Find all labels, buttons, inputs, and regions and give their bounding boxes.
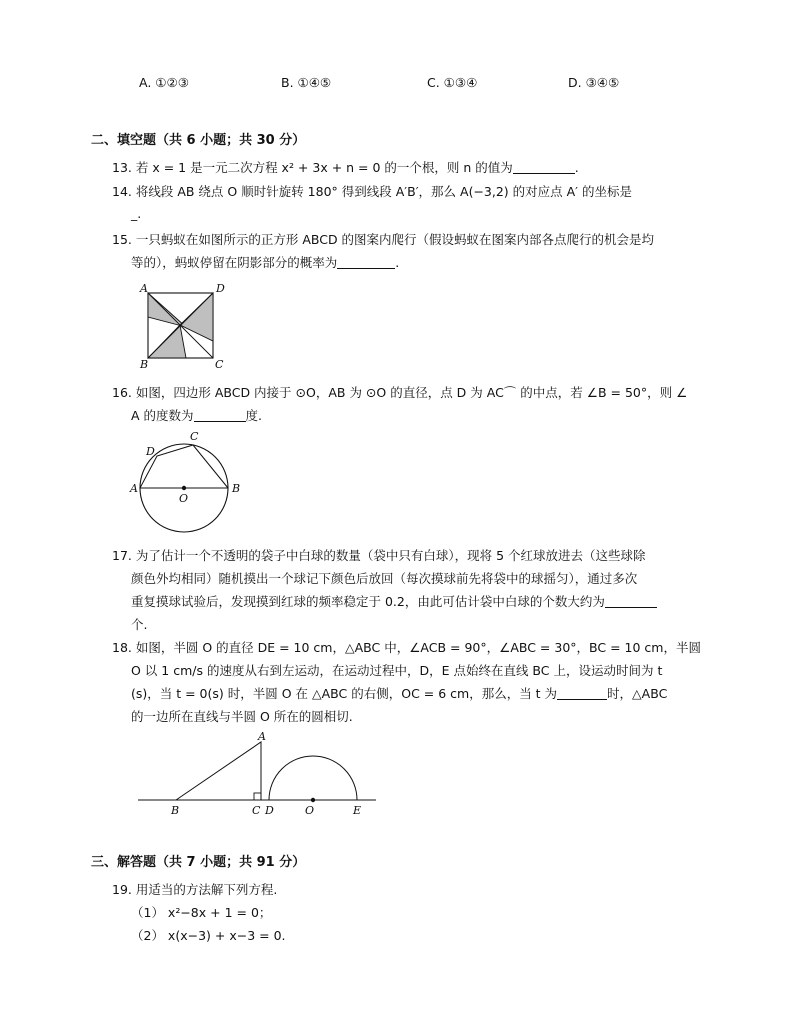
choice-d: D. ③④⑤ (568, 75, 620, 90)
question-17-text: 重复摸球试验后，发现摸到红球的频率稳定于 0.2，由此可估计袋中白球的个数大约为 (131, 594, 605, 609)
question-19-line-1: 19. 用适当的方法解下列方程. (112, 882, 278, 897)
choice-c: C. ①③④ (427, 75, 478, 90)
shaded-region (180, 293, 213, 341)
question-15-line-1: 15. 一只蚂蚁在如图所示的正方形 ABCD 的图案内爬行（假设蚂蚁在图案内部各点爬行的机会是均 (112, 232, 655, 247)
choice-b: B. ①④⑤ (281, 75, 332, 90)
semicircle-o (269, 756, 357, 800)
shaded-region (148, 325, 186, 358)
question-19-sub-2: （2） x(x−3) + x−3 = 0. (131, 928, 286, 943)
answer-blank (557, 687, 607, 700)
question-13-tail: . (574, 160, 579, 175)
label-o: O (305, 804, 315, 817)
label-d: D (265, 804, 274, 817)
question-16-tail: 度. (245, 408, 263, 423)
triangle-semicircle-figure (132, 728, 382, 820)
question-13 (112, 160, 579, 176)
section-3-title: 三、解答题（共 7 小题；共 91 分） (91, 855, 306, 870)
answer-blank (194, 409, 246, 422)
question-18-text-tail: 时，△ABC (607, 686, 668, 701)
center-o (311, 798, 315, 802)
label-c: C (215, 358, 224, 371)
question-18-line-3 (131, 686, 667, 702)
question-17-line-2: 颜色外均相同）随机摸出一个球记下颜色后放回（每次摸球前先将袋中的球摇匀），通过多次 (131, 571, 638, 586)
answer-blank (513, 161, 575, 174)
label-b: B (171, 804, 180, 817)
question-17-line-4: 个. (131, 617, 148, 632)
label-o: O (179, 492, 189, 505)
label-a: A (258, 730, 266, 743)
label-d: D (216, 282, 225, 295)
question-13-text: 13. 若 x = 1 是一元二次方程 x² + 3x + n = 0 的一个根，则 n 的值为 (112, 160, 513, 175)
question-16-text: A 的度数为 (131, 408, 194, 423)
label-c: C (252, 804, 261, 817)
circle-figure (126, 426, 246, 538)
question-19-sub-1: （1） x²−8x + 1 = 0； (131, 905, 272, 920)
label-c: C (190, 430, 199, 443)
question-15-line-2 (131, 255, 399, 271)
question-18-line-1: 18. 如图，半圆 O 的直径 DE = 10 cm，△ABC 中，∠ACB = 90°，∠ABC = 30°，BC = 10 cm，半圆 (112, 640, 701, 655)
right-angle-mark (254, 793, 261, 800)
answer-blank (337, 256, 395, 269)
question-14-line-2: _. (131, 206, 142, 221)
question-18-line-4: 的一边所在直线与半圆 O 所在的圆相切. (131, 709, 353, 724)
label-b: B (232, 482, 241, 495)
question-14-line-1: 14. 将线段 AB 绕点 O 顺时针旋转 180° 得到线段 A′B′，那么 A(−3,2) 的对应点 A′ 的坐标是 (112, 184, 632, 199)
question-17-line-3 (131, 594, 657, 610)
question-18-text: (s)，当 t = 0(s) 时，半圆 O 在 △ABC 的右侧，OC = 6 cm，那么，当 t 为 (131, 686, 558, 701)
label-a: A (130, 482, 138, 495)
section-2-title: 二、填空题（共 6 小题；共 30 分） (91, 133, 306, 148)
center-o (182, 486, 186, 490)
question-15-tail: . (395, 255, 400, 270)
label-b: B (140, 358, 149, 371)
question-16-line-2 (131, 408, 262, 424)
question-16-line-1: 16. 如图，四边形 ABCD 内接于 ⊙O，AB 为 ⊙O 的直径，点 D 为 AC⌒ 的中点，若 ∠B = 50°，则 ∠ (112, 385, 688, 400)
answer-blank (605, 595, 657, 608)
question-17-line-1: 17. 为了估计一个不透明的袋子中白球的数量（袋中只有白球），现将 5 个红球放进去（这些球除 (112, 548, 646, 563)
choice-a: A. ①②③ (139, 75, 189, 90)
question-15-text: 等的），蚂蚁停留在阴影部分的概率为 (131, 255, 338, 270)
label-d: D (146, 445, 155, 458)
square-figure (136, 281, 236, 371)
label-a: A (140, 282, 148, 295)
triangle-abc (176, 742, 261, 800)
label-e: E (353, 804, 362, 817)
question-18-line-2: O 以 1 cm/s 的速度从右到左运动，在运动过程中，D，E 点始终在直线 BC 上，设运动时间为 t (131, 663, 663, 678)
